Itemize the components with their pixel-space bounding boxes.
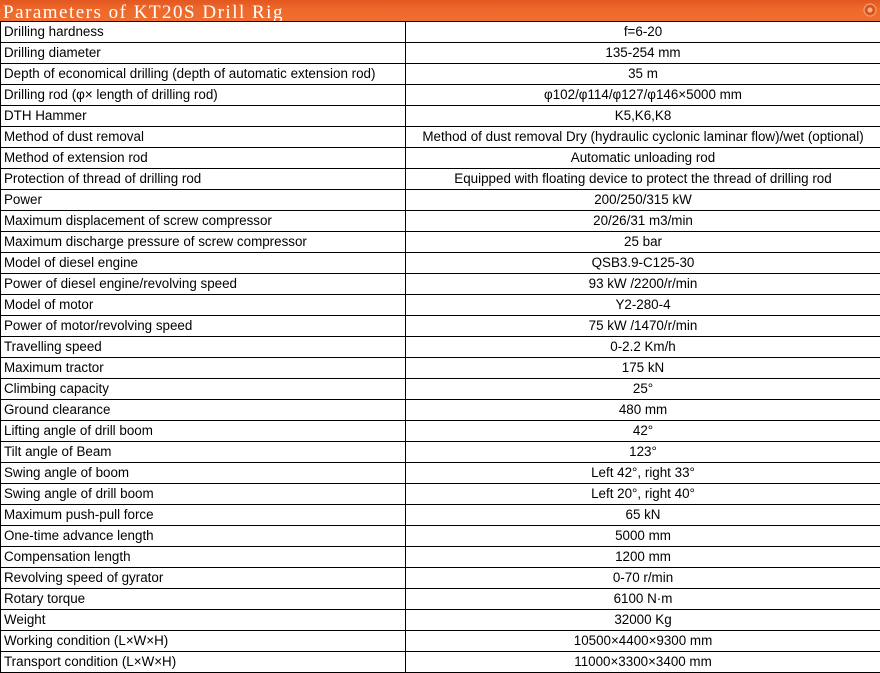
table-row bbox=[1, 64, 880, 85]
table-row bbox=[1, 253, 880, 274]
table-row bbox=[1, 127, 880, 148]
table-row bbox=[1, 211, 880, 232]
parameter-value: 25° bbox=[406, 379, 880, 400]
parameter-name: Climbing capacity bbox=[1, 379, 406, 400]
parameter-value: 135-254 mm bbox=[406, 43, 880, 64]
circle-badge-icon bbox=[863, 3, 877, 17]
parameter-value: 10500×4400×9300 mm bbox=[406, 631, 880, 652]
page-title: Parameters of KT20S Drill Rig bbox=[3, 2, 284, 21]
parameter-name: Rotary torque bbox=[1, 589, 406, 610]
parameter-name: One-time advance length bbox=[1, 526, 406, 547]
table-row bbox=[1, 400, 880, 421]
parameter-value: Y2-280-4 bbox=[406, 295, 880, 316]
table-row bbox=[1, 85, 880, 106]
parameter-value: 65 kN bbox=[406, 505, 880, 526]
parameter-name: Travelling speed bbox=[1, 337, 406, 358]
parameter-name: Maximum push-pull force bbox=[1, 505, 406, 526]
table-row bbox=[1, 484, 880, 505]
parameter-value: 75 kW /1470/r/min bbox=[406, 316, 880, 337]
table-row bbox=[1, 589, 880, 610]
table-row bbox=[1, 316, 880, 337]
parameter-name: Ground clearance bbox=[1, 400, 406, 421]
table-row bbox=[1, 379, 880, 400]
table-row bbox=[1, 526, 880, 547]
table-row bbox=[1, 547, 880, 568]
parameter-value: 123° bbox=[406, 442, 880, 463]
parameter-name: Maximum tractor bbox=[1, 358, 406, 379]
parameter-name: Power bbox=[1, 190, 406, 211]
parameter-name: Depth of economical drilling (depth of automatic extension rod) bbox=[1, 64, 406, 85]
parameter-value: 480 mm bbox=[406, 400, 880, 421]
table-row bbox=[1, 148, 880, 169]
parameter-name: DTH Hammer bbox=[1, 106, 406, 127]
parameter-name: Power of motor/revolving speed bbox=[1, 316, 406, 337]
parameter-name: Protection of thread of drilling rod bbox=[1, 169, 406, 190]
parameter-value: 5000 mm bbox=[406, 526, 880, 547]
parameters-table bbox=[0, 21, 880, 673]
parameter-value: 11000×3300×3400 mm bbox=[406, 652, 880, 673]
table-row bbox=[1, 190, 880, 211]
table-row bbox=[1, 631, 880, 652]
parameter-value: Equipped with floating device to protect the thread of drilling rod bbox=[406, 169, 880, 190]
parameter-name: Revolving speed of gyrator bbox=[1, 568, 406, 589]
table-row bbox=[1, 106, 880, 127]
title-bar bbox=[0, 0, 880, 21]
parameter-value: QSB3.9-C125-30 bbox=[406, 253, 880, 274]
parameter-value: K5,K6,K8 bbox=[406, 106, 880, 127]
parameter-value: 0-70 r/min bbox=[406, 568, 880, 589]
parameter-value: 6100 N·m bbox=[406, 589, 880, 610]
parameter-name: Swing angle of drill boom bbox=[1, 484, 406, 505]
table-row bbox=[1, 652, 880, 673]
parameter-value: Method of dust removal Dry (hydraulic cyclonic laminar flow)/wet (optional) bbox=[406, 127, 880, 148]
parameter-value: 35 m bbox=[406, 64, 880, 85]
parameter-name: Maximum discharge pressure of screw compressor bbox=[1, 232, 406, 253]
table-row bbox=[1, 568, 880, 589]
parameter-name: Compensation length bbox=[1, 547, 406, 568]
table-row bbox=[1, 610, 880, 631]
parameter-name: Drilling hardness bbox=[1, 22, 406, 43]
parameter-value: 42° bbox=[406, 421, 880, 442]
table-row bbox=[1, 169, 880, 190]
parameter-name: Lifting angle of drill boom bbox=[1, 421, 406, 442]
parameter-value: Automatic unloading rod bbox=[406, 148, 880, 169]
parameter-value: 32000 Kg bbox=[406, 610, 880, 631]
parameter-name: Drilling rod (φ× length of drilling rod) bbox=[1, 85, 406, 106]
parameter-value: Left 42°, right 33° bbox=[406, 463, 880, 484]
parameter-value: 0-2.2 Km/h bbox=[406, 337, 880, 358]
parameter-name: Maximum displacement of screw compressor bbox=[1, 211, 406, 232]
parameter-value: f=6-20 bbox=[406, 22, 880, 43]
table-row bbox=[1, 463, 880, 484]
table-row bbox=[1, 358, 880, 379]
table-row bbox=[1, 232, 880, 253]
parameter-value: 1200 mm bbox=[406, 547, 880, 568]
parameter-name: Weight bbox=[1, 610, 406, 631]
parameter-value: 93 kW /2200/r/min bbox=[406, 274, 880, 295]
table-row bbox=[1, 421, 880, 442]
parameter-name: Model of motor bbox=[1, 295, 406, 316]
parameter-value: φ102/φ114/φ127/φ146×5000 mm bbox=[406, 85, 880, 106]
parameter-name: Working condition (L×W×H) bbox=[1, 631, 406, 652]
parameter-name: Tilt angle of Beam bbox=[1, 442, 406, 463]
table-row bbox=[1, 505, 880, 526]
parameter-value: 20/26/31 m3/min bbox=[406, 211, 880, 232]
parameter-name: Transport condition (L×W×H) bbox=[1, 652, 406, 673]
table-row bbox=[1, 43, 880, 64]
parameter-name: Drilling diameter bbox=[1, 43, 406, 64]
parameter-name: Method of dust removal bbox=[1, 127, 406, 148]
parameter-name: Model of diesel engine bbox=[1, 253, 406, 274]
parameter-value: 175 kN bbox=[406, 358, 880, 379]
parameter-value: 25 bar bbox=[406, 232, 880, 253]
table-row bbox=[1, 442, 880, 463]
parameter-name: Swing angle of boom bbox=[1, 463, 406, 484]
parameter-name: Method of extension rod bbox=[1, 148, 406, 169]
table-row bbox=[1, 337, 880, 358]
parameter-value: 200/250/315 kW bbox=[406, 190, 880, 211]
table-row bbox=[1, 22, 880, 43]
parameter-name: Power of diesel engine/revolving speed bbox=[1, 274, 406, 295]
parameters-table-body bbox=[1, 22, 880, 673]
table-row bbox=[1, 274, 880, 295]
parameter-value: Left 20°, right 40° bbox=[406, 484, 880, 505]
table-row bbox=[1, 295, 880, 316]
